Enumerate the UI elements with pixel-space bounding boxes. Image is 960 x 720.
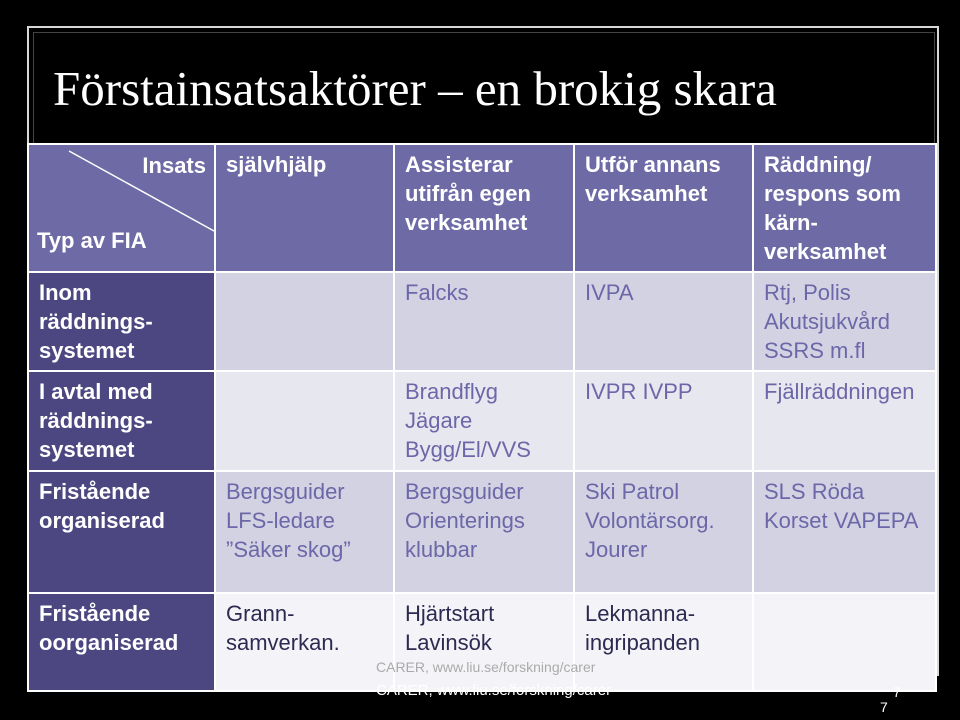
row-header: I avtal med räddnings-systemet <box>28 371 215 471</box>
row-header: Inom räddnings-systemet <box>28 272 215 371</box>
page-number: 7 <box>893 684 901 700</box>
table-cell: Fjällräddningen <box>753 371 936 471</box>
table-cell <box>753 593 936 691</box>
table-cell: IVPR IVPP <box>574 371 753 471</box>
corner-label-insats: Insats <box>142 153 206 178</box>
table-cell: Brandflyg Jägare Bygg/El/VVS <box>394 371 574 471</box>
table-row <box>28 471 936 593</box>
column-header: självhjälp <box>215 144 394 272</box>
table-cell: Bergsguider Orienterings klubbar <box>394 471 574 593</box>
table-cell: Rtj, Polis Akutsjukvård SSRS m.fl <box>753 272 936 371</box>
table-row <box>28 371 936 471</box>
table-corner-cell <box>28 144 215 272</box>
table-cell: IVPA <box>574 272 753 371</box>
table-cell: Grann-samverkan. <box>215 593 394 691</box>
table-cell: SLS Röda Korset VAPEPA <box>753 471 936 593</box>
corner-label-typ: Typ av FIA <box>37 228 147 253</box>
table-cell: Falcks <box>394 272 574 371</box>
page-number-repeat: 7 <box>880 699 888 715</box>
column-header: Assisterar utifrån egen verksamhet <box>394 144 574 272</box>
table-row <box>28 593 936 691</box>
row-header: Fristående oorganiserad <box>28 593 215 691</box>
table-header-row <box>28 144 936 272</box>
column-header: Räddning/ respons som kärn-verksamhet <box>753 144 936 272</box>
table-row <box>28 272 936 371</box>
column-header: Utför annans verksamhet <box>574 144 753 272</box>
footer-ghost-text: CARER, www.liu.se/forskning/carer <box>376 659 596 675</box>
table-cell: Lekmanna-ingripanden <box>574 593 753 691</box>
table-cell: Bergsguider LFS-ledare ”Säker skog” <box>215 471 394 593</box>
table-cell <box>215 371 394 471</box>
footer-text: CARER, www.liu.se/forskning/carer <box>376 682 612 699</box>
slide-title: Förstainsatsaktörer – en brokig skara <box>53 61 777 116</box>
table-cell <box>215 272 394 371</box>
row-header: Fristående organiserad <box>28 471 215 593</box>
table-cell: Hjärtstart Lavinsök <box>394 593 574 691</box>
fia-table <box>27 143 937 692</box>
table-cell: Ski Patrol Volontärsorg. Jourer <box>574 471 753 593</box>
